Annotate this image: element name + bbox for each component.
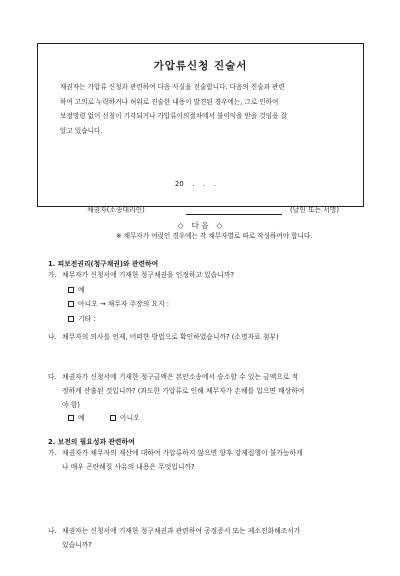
statement-title: 가압류신청 진술서 [153,60,248,72]
option-label: 기타 : [78,315,96,323]
question-text: 채권자가 신청서에 기재한 청구금액은 본안소송에서 승소할 수 있는 금액으로 적 [62,373,299,381]
divider-label: 다 음 [191,221,209,230]
statement-body [60,80,353,138]
checkbox-icon[interactable] [68,287,74,293]
option-label: 아니오 [120,414,140,422]
question-1c [48,370,370,412]
question-number: 나. [48,527,57,535]
question-2a [48,446,370,474]
statement-body-line: 알고 있습니다. [60,126,103,135]
option-yes[interactable] [68,284,85,294]
option-no[interactable] [110,412,140,422]
checkbox-icon[interactable] [110,415,116,421]
question-text: 채권자가 채무자의 재산에 대하여 가압류하지 않으면 향후 강제집행이 불가능하게 [62,449,303,457]
section-divider [0,220,400,231]
option-label: 아니오 → 채무자 주장의 요지 : [78,300,170,308]
checkbox-icon[interactable] [68,415,74,421]
section1-heading: 1. 피보전권리(청구채권)와 관련하여 [48,260,159,268]
option-yes[interactable] [68,412,85,422]
question-text: 채권자는 신청서에 기재한 청구채권과 관련하여 공정증서 또는 제소전화해조서가 [62,527,301,535]
signature-hint: (날인 또는 서명) [290,206,340,214]
question-number: 다. [48,373,57,381]
question-number: 나. [48,333,57,341]
question-text: 채무자가 신청서에 기재한 청구채권을 인정하고 있습니까? [62,271,234,279]
option-label: 예 [78,414,85,422]
question-number: 가. [48,271,57,279]
question-1a [48,268,370,282]
question-text: 정하게 산출된 것입니까? (과도한 가압류로 인해 채무자가 손해를 입으면 배상하여 [62,387,305,395]
option-label: 예 [78,286,85,294]
question-text: 채무자의 의사를 언제, 어떠한 방법으로 확인하였습니까? (소명자료 첨부) [62,333,279,341]
option-no[interactable] [68,298,169,308]
statement-body-line: 보정명령 없이 신청이 기각되거나 가압류이의절차에서 불이익을 받을 것임을 잘 [60,112,287,120]
option-other[interactable] [68,313,96,323]
date-line: 20 . . . [175,180,217,188]
statement-box [37,43,364,240]
signer-label: 채권자(소송대리인) [87,206,145,214]
question-1b [48,330,370,344]
question-text: 나 매우 곤란해질 사유의 내용은 무엇입니까? [62,463,195,471]
question-text: 야 함) [62,401,80,409]
diamond-icon: ◇ [177,221,184,230]
statement-note: ※ 채무자가 여럿인 경우에는 각 채무자별로 따로 작성하여야 합니다. [116,232,313,240]
statement-body-line: 하여 고의로 누락하거나 허위로 진술한 내용이 발견된 경우에는, 그로 인하여 [60,97,279,106]
question-number: 가. [48,449,57,457]
signature-field[interactable] [186,214,282,215]
diamond-icon: ◇ [216,221,223,230]
question-text: 있습니까? [62,541,92,549]
checkbox-icon[interactable] [68,316,74,322]
section2-heading: 2. 보전의 필요성과 관련하여 [48,438,135,446]
question-2b [48,524,370,552]
checkbox-icon[interactable] [68,301,74,307]
statement-body-line: 채권자는 가압류 신청과 관련하여 다음 사실을 진술합니다. 다음의 진술과 관련 [60,83,285,91]
